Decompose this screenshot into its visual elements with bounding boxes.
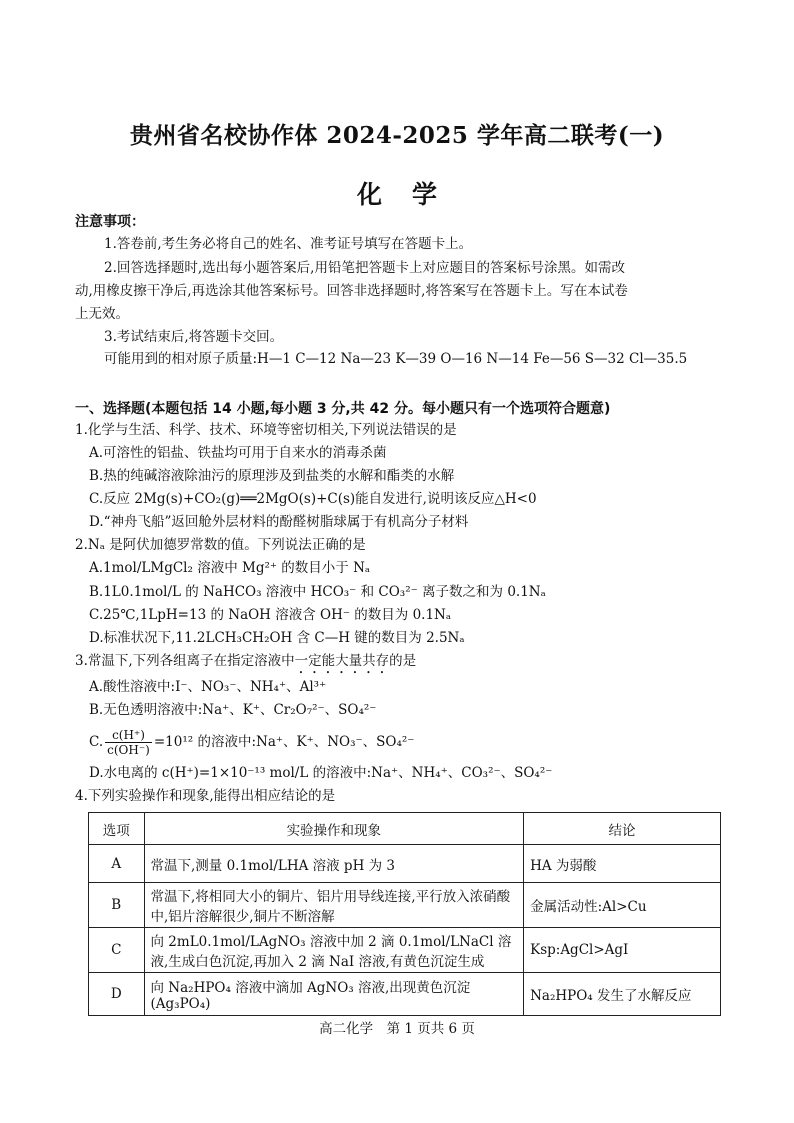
row-option: D xyxy=(89,973,145,1016)
row-option: A xyxy=(89,845,145,883)
question-3-stem-post: 的是 xyxy=(389,653,417,669)
question-1-option-b: B.热的纯碱溶液除油污的原理涉及到盐类的水解和酯类的水解 xyxy=(89,468,455,484)
question-3-option-c-rest: =10¹² 的溶液中:Na⁺、K⁺、NO₃⁻、SO₄²⁻ xyxy=(153,734,415,750)
header-conclusion: 结论 xyxy=(524,813,721,845)
notice-item-3: 3.考试结束后,将答题卡交回。 xyxy=(104,329,284,345)
row-operation: 常温下,测量 0.1mol/LHA 溶液 pH 为 3 xyxy=(144,845,524,883)
row-conclusion: 金属活动性:Al>Cu xyxy=(524,883,721,928)
row-operation: 常温下,将相同大小的铜片、铝片用导线连接,平行放入浓硝酸中,铝片溶解很少,铜片不断溶解 xyxy=(144,883,524,928)
header-option: 选项 xyxy=(89,813,145,845)
question-3-option-c xyxy=(89,728,414,757)
question-2-option-a: A.1mol/LMgCl₂ 溶液中 Mg²⁺ 的数目小于 Nₐ xyxy=(89,560,371,576)
question-1-stem: 1.化学与生活、科学、技术、环境等密切相关,下列说法错误的是 xyxy=(75,422,457,438)
row-conclusion: Na₂HPO₄ 发生了水解反应 xyxy=(524,973,721,1016)
header-operation: 实验操作和现象 xyxy=(144,813,524,845)
row-option: C xyxy=(89,928,145,973)
exam-title: 贵州省名校协作体 2024-2025 学年高二联考(一) xyxy=(129,122,665,149)
experiment-table xyxy=(88,812,721,1016)
ratio-fraction xyxy=(105,728,152,757)
question-1-option-a: A.可溶性的铝盐、铁盐均可用于自来水的消毒杀菌 xyxy=(89,445,387,461)
page-footer: 高二化学 第 1 页共 6 页 xyxy=(319,1021,475,1037)
table-row xyxy=(89,883,721,928)
row-operation: 向 2mL0.1mol/LAgNO₃ 溶液中加 2 滴 0.1mol/LNaCl 溶液,生成白色沉淀,再加入 2 滴 NaI 溶液,有黄色沉淀生成 xyxy=(144,928,524,973)
notice-item-2-end: 上无效。 xyxy=(75,306,129,322)
atomic-masses: 可能用到的相对原子质量:H—1 C—12 Na—23 K—39 O—16 N—14 Fe—56 S—32 Cl—35.5 xyxy=(104,351,688,367)
question-1-option-d: D.“神舟飞船”返回舱外层材料的酚醛树脂球属于有机高分子材料 xyxy=(89,514,469,530)
row-conclusion: HA 为弱酸 xyxy=(524,845,721,883)
question-2-stem: 2.Nₐ 是阿伏加德罗常数的值。下列说法正确的是 xyxy=(75,537,366,553)
question-1-option-c: C.反应 2Mg(s)+CO₂(g)══2MgO(s)+C(s)能自发进行,说明该反应△H<0 xyxy=(89,491,537,507)
question-3-stem-emphasis: 一定能大量共存 xyxy=(294,653,390,669)
table-row xyxy=(89,928,721,973)
notice-item-2-cont: 动,用橡皮擦干净后,再选涂其他答案标号。回答非选择题时,将答案写在答题卡上。写在本试卷 xyxy=(75,283,628,299)
notice-heading: 注意事项： xyxy=(75,214,145,230)
question-3-stem-pre: 3.常温下,下列各组离子在指定溶液中 xyxy=(75,653,295,669)
question-3-option-c-label: C. xyxy=(89,734,104,750)
question-2-option-c: C.25℃,1LpH=13 的 NaOH 溶液含 OH⁻ 的数目为 0.1Nₐ xyxy=(89,607,452,623)
table-header-row xyxy=(89,813,721,845)
row-option: B xyxy=(89,883,145,928)
question-3-option-b: B.无色透明溶液中:Na⁺、K⁺、Cr₂O₇²⁻、SO₄²⁻ xyxy=(89,702,377,718)
question-3-option-d: D.水电离的 c(H⁺)=1×10⁻¹³ mol/L 的溶液中:Na⁺、NH₄⁺、CO₃²⁻、SO₄²⁻ xyxy=(89,765,553,781)
question-3-option-a: A.酸性溶液中:I⁻、NO₃⁻、NH₄⁺、Al³⁺ xyxy=(89,679,327,695)
fraction-numerator: c(H⁺) xyxy=(105,728,152,743)
notice-item-1: 1.答卷前,考生务必将自己的姓名、准考证号填写在答题卡上。 xyxy=(104,236,473,252)
question-3-stem xyxy=(75,652,416,677)
question-4-stem: 4.下列实验操作和现象,能得出相应结论的是 xyxy=(75,788,336,804)
notice-item-2: 2.回答选择题时,选出每小题答案后,用铅笔把答题卡上对应题目的答案标号涂黑。如需改 xyxy=(104,260,625,276)
table-row xyxy=(89,973,721,1016)
row-conclusion: Ksp:AgCl>AgI xyxy=(524,928,721,973)
fraction-denominator: c(OH⁻) xyxy=(107,743,150,757)
subject-title: 化学 xyxy=(356,180,467,209)
question-2-option-d: D.标准状况下,11.2LCH₃CH₂OH 含 C—H 键的数目为 2.5Nₐ xyxy=(89,630,465,646)
row-operation: 向 Na₂HPO₄ 溶液中滴加 AgNO₃ 溶液,出现黄色沉淀(Ag₃PO₄) xyxy=(144,973,524,1016)
table-row xyxy=(89,845,721,883)
section-heading: 一、选择题(本题包括 14 小题,每小题 3 分,共 42 分。每小题只有一个选项符合题意) xyxy=(75,401,611,417)
question-2-option-b: B.1L0.1mol/L 的 NaHCO₃ 溶液中 HCO₃⁻ 和 CO₃²⁻ 离子数之和为 0.1Nₐ xyxy=(89,584,546,600)
